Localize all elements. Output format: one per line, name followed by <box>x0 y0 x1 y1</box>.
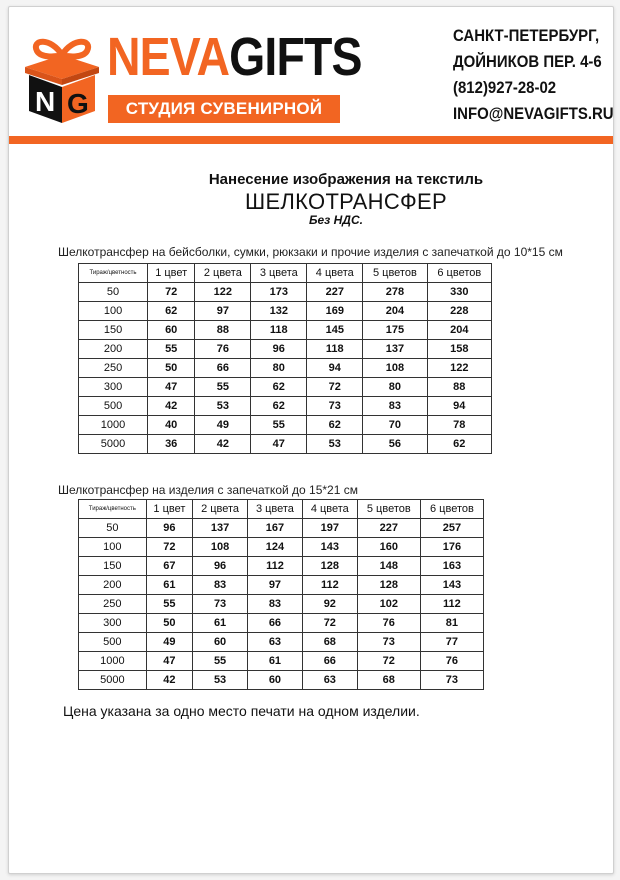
price-cell: 61 <box>248 652 303 671</box>
price-cell: 55 <box>195 378 251 397</box>
price-cell: 80 <box>251 359 307 378</box>
price-cell: 88 <box>427 378 491 397</box>
price-cell: 60 <box>193 633 248 652</box>
header-cell: 1 цвет <box>146 500 192 519</box>
price-cell: 112 <box>420 595 483 614</box>
price-cell: 63 <box>248 633 303 652</box>
table-row <box>79 435 492 454</box>
footer-note: Цена указана за одно место печати на одном изделии. <box>63 703 420 719</box>
table-row <box>79 359 492 378</box>
price-cell: 97 <box>248 576 303 595</box>
price-cell: 112 <box>302 576 357 595</box>
header-cell: 4 цвета <box>302 500 357 519</box>
run-size-cell: 1000 <box>79 416 148 435</box>
table-row <box>79 397 492 416</box>
run-size-cell: 50 <box>79 519 147 538</box>
table-row <box>79 538 484 557</box>
price-cell: 227 <box>357 519 420 538</box>
price-cell: 158 <box>427 340 491 359</box>
price-cell: 163 <box>420 557 483 576</box>
run-size-cell: 500 <box>79 397 148 416</box>
table-row <box>79 652 484 671</box>
email[interactable]: INFO@NEVAGIFTS.RU <box>453 104 614 123</box>
price-cell: 278 <box>363 283 427 302</box>
price-cell: 176 <box>420 538 483 557</box>
price-cell: 72 <box>357 652 420 671</box>
price-cell: 47 <box>251 435 307 454</box>
price-cell: 96 <box>146 519 192 538</box>
price-cell: 204 <box>427 321 491 340</box>
price-cell: 72 <box>307 378 363 397</box>
price-cell: 148 <box>357 557 420 576</box>
price-cell: 128 <box>357 576 420 595</box>
run-size-cell: 250 <box>79 359 148 378</box>
price-sheet <box>8 6 614 874</box>
run-size-cell: 50 <box>79 283 148 302</box>
price-cell: 83 <box>248 595 303 614</box>
price-cell: 60 <box>248 671 303 690</box>
price-cell: 55 <box>148 340 195 359</box>
page-subtitle: ШЕЛКОТРАНСФЕР <box>244 189 448 214</box>
logo-letter-g: G <box>67 88 89 119</box>
header-cell-run-colors: Тираж/цветность <box>79 264 148 283</box>
brand-part-gifts: GIFTS <box>229 27 362 87</box>
price-cell: 92 <box>302 595 357 614</box>
price-cell: 143 <box>302 538 357 557</box>
price-cell: 73 <box>420 671 483 690</box>
price-cell: 62 <box>307 416 363 435</box>
price-cell: 76 <box>195 340 251 359</box>
run-size-cell: 500 <box>79 633 147 652</box>
header-cell: 1 цвет <box>148 264 195 283</box>
price-cell: 42 <box>146 671 192 690</box>
price-table-large <box>78 499 484 690</box>
price-cell: 80 <box>363 378 427 397</box>
table-row <box>79 576 484 595</box>
price-cell: 68 <box>357 671 420 690</box>
table-header-row <box>79 500 484 519</box>
price-cell: 132 <box>251 302 307 321</box>
price-cell: 42 <box>195 435 251 454</box>
table-row <box>79 671 484 690</box>
price-cell: 53 <box>193 671 248 690</box>
contacts-block <box>453 23 613 127</box>
price-cell: 70 <box>363 416 427 435</box>
price-cell: 77 <box>420 633 483 652</box>
price-cell: 53 <box>307 435 363 454</box>
header-divider <box>9 136 613 144</box>
price-cell: 55 <box>193 652 248 671</box>
run-size-cell: 5000 <box>79 671 147 690</box>
price-cell: 122 <box>195 283 251 302</box>
price-cell: 62 <box>427 435 491 454</box>
price-cell: 94 <box>307 359 363 378</box>
price-cell: 76 <box>420 652 483 671</box>
price-cell: 118 <box>307 340 363 359</box>
price-cell: 118 <box>251 321 307 340</box>
price-cell: 83 <box>363 397 427 416</box>
price-cell: 62 <box>251 397 307 416</box>
table-row <box>79 519 484 538</box>
table-row <box>79 557 484 576</box>
brand-part-neva: NEVA <box>107 27 230 87</box>
header-cell: 5 цветов <box>357 500 420 519</box>
address: ДОЙНИКОВ ПЕР. 4-6 <box>453 52 602 71</box>
price-cell: 76 <box>357 614 420 633</box>
price-cell: 143 <box>420 576 483 595</box>
run-size-cell: 200 <box>79 576 147 595</box>
table-row <box>79 340 492 359</box>
price-cell: 56 <box>363 435 427 454</box>
price-cell: 42 <box>148 397 195 416</box>
header-cell: 2 цвета <box>195 264 251 283</box>
price-cell: 175 <box>363 321 427 340</box>
run-size-cell: 1000 <box>79 652 147 671</box>
header-cell: 4 цвета <box>307 264 363 283</box>
price-cell: 72 <box>302 614 357 633</box>
table-header-row <box>79 264 492 283</box>
run-size-cell: 100 <box>79 302 148 321</box>
table1-caption: Шелкотрансфер на бейсболки, сумки, рюкзаки и прочие изделия с запечаткой до 10*15 см <box>58 245 563 259</box>
price-cell: 73 <box>193 595 248 614</box>
price-cell: 62 <box>251 378 307 397</box>
price-cell: 145 <box>307 321 363 340</box>
price-cell: 330 <box>427 283 491 302</box>
price-cell: 96 <box>193 557 248 576</box>
price-cell: 257 <box>420 519 483 538</box>
price-cell: 66 <box>302 652 357 671</box>
studio-banner: СТУДИЯ СУВЕНИРНОЙ <box>108 95 340 123</box>
price-cell: 128 <box>302 557 357 576</box>
price-cell: 97 <box>195 302 251 321</box>
price-cell: 55 <box>146 595 192 614</box>
run-size-cell: 250 <box>79 595 147 614</box>
header-cell: 5 цветов <box>363 264 427 283</box>
price-cell: 83 <box>193 576 248 595</box>
price-cell: 66 <box>195 359 251 378</box>
table-row <box>79 595 484 614</box>
header-cell: 2 цвета <box>193 500 248 519</box>
table-row <box>79 633 484 652</box>
price-cell: 66 <box>248 614 303 633</box>
price-cell: 55 <box>251 416 307 435</box>
price-cell: 78 <box>427 416 491 435</box>
price-cell: 204 <box>363 302 427 321</box>
price-cell: 108 <box>363 359 427 378</box>
price-cell: 137 <box>193 519 248 538</box>
table-row <box>79 321 492 340</box>
header <box>9 7 613 143</box>
price-cell: 62 <box>148 302 195 321</box>
price-table-small <box>78 263 492 454</box>
table-row <box>79 416 492 435</box>
price-cell: 49 <box>195 416 251 435</box>
run-size-cell: 5000 <box>79 435 148 454</box>
logo-letter-n: N <box>35 86 56 117</box>
price-cell: 124 <box>248 538 303 557</box>
run-size-cell: 150 <box>79 557 147 576</box>
price-cell: 72 <box>148 283 195 302</box>
run-size-cell: 300 <box>79 614 147 633</box>
price-cell: 137 <box>363 340 427 359</box>
price-cell: 47 <box>146 652 192 671</box>
price-cell: 72 <box>146 538 192 557</box>
brand-name <box>107 27 362 87</box>
price-cell: 169 <box>307 302 363 321</box>
price-cell: 40 <box>148 416 195 435</box>
price-cell: 102 <box>357 595 420 614</box>
table-row <box>79 614 484 633</box>
price-cell: 73 <box>307 397 363 416</box>
vat-note: Без НДС. <box>309 213 363 227</box>
price-cell: 167 <box>248 519 303 538</box>
header-cell: 6 цветов <box>427 264 491 283</box>
price-cell: 160 <box>357 538 420 557</box>
price-cell: 53 <box>195 397 251 416</box>
table-row <box>79 302 492 321</box>
price-cell: 81 <box>420 614 483 633</box>
run-size-cell: 100 <box>79 538 147 557</box>
price-cell: 94 <box>427 397 491 416</box>
price-cell: 50 <box>148 359 195 378</box>
price-cell: 68 <box>302 633 357 652</box>
price-cell: 228 <box>427 302 491 321</box>
price-cell: 50 <box>146 614 192 633</box>
table-row <box>79 283 492 302</box>
table-row <box>79 378 492 397</box>
price-cell: 61 <box>193 614 248 633</box>
price-cell: 63 <box>302 671 357 690</box>
price-cell: 61 <box>146 576 192 595</box>
run-size-cell: 150 <box>79 321 148 340</box>
price-cell: 173 <box>251 283 307 302</box>
header-cell: 3 цвета <box>248 500 303 519</box>
price-cell: 47 <box>148 378 195 397</box>
phone[interactable]: (812)927-28-02 <box>453 78 557 97</box>
price-cell: 36 <box>148 435 195 454</box>
gift-box-logo-icon <box>21 33 103 125</box>
run-size-cell: 300 <box>79 378 148 397</box>
page-title: Нанесение изображения на текстиль <box>208 171 484 188</box>
price-cell: 88 <box>195 321 251 340</box>
run-size-cell: 200 <box>79 340 148 359</box>
price-cell: 67 <box>146 557 192 576</box>
header-cell: 3 цвета <box>251 264 307 283</box>
price-cell: 227 <box>307 283 363 302</box>
header-cell: 6 цветов <box>420 500 483 519</box>
price-cell: 96 <box>251 340 307 359</box>
price-cell: 122 <box>427 359 491 378</box>
city: САНКТ-ПЕТЕРБУРГ, <box>453 26 600 45</box>
price-cell: 197 <box>302 519 357 538</box>
price-cell: 108 <box>193 538 248 557</box>
price-cell: 73 <box>357 633 420 652</box>
price-cell: 60 <box>148 321 195 340</box>
price-cell: 49 <box>146 633 192 652</box>
header-cell-run-colors: Тираж/цветность <box>79 500 147 519</box>
table2-caption: Шелкотрансфер на изделия с запечаткой до 15*21 см <box>58 483 358 497</box>
price-cell: 112 <box>248 557 303 576</box>
